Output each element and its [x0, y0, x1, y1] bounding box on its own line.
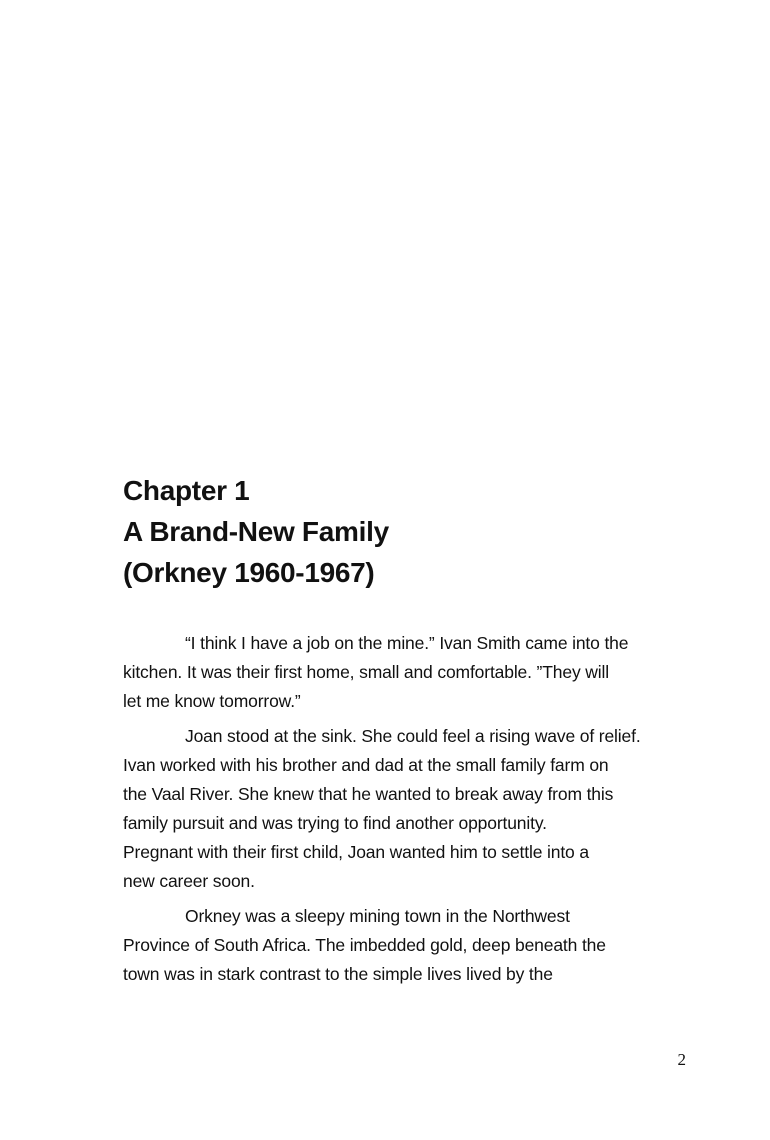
text-line: Ivan worked with his brother and dad at the small family farm on	[123, 755, 609, 775]
text-line: Pregnant with their first child, Joan wanted him to settle into a	[123, 842, 589, 862]
chapter-heading	[123, 470, 683, 593]
text-line: family pursuit and was trying to find another opportunity.	[123, 813, 547, 833]
text-line: let me know tomorrow.”	[123, 691, 301, 711]
chapter-title: A Brand-New Family	[123, 516, 389, 547]
text-line: Orkney was a sleepy mining town in the Northwest	[185, 906, 570, 926]
text-line: the Vaal River. She knew that he wanted to break away from this	[123, 784, 614, 804]
chapter-body	[123, 629, 688, 995]
text-line: “I think I have a job on the mine.” Ivan Smith came into the	[185, 633, 629, 653]
text-line: kitchen. It was their first home, small and comfortable. ”They will	[123, 662, 609, 682]
paragraph	[123, 629, 688, 716]
text-line: new career soon.	[123, 871, 255, 891]
text-line: Joan stood at the sink. She could feel a rising wave of relief.	[185, 726, 641, 746]
page-number: 2	[677, 1050, 686, 1069]
text-line: Province of South Africa. The imbedded gold, deep beneath the	[123, 935, 606, 955]
chapter-subtitle: (Orkney 1960-1967)	[123, 557, 375, 588]
paragraph	[123, 902, 688, 989]
text-line: town was in stark contrast to the simple lives lived by the	[123, 964, 553, 984]
chapter-number: Chapter 1	[123, 475, 250, 506]
paragraph	[123, 722, 688, 896]
